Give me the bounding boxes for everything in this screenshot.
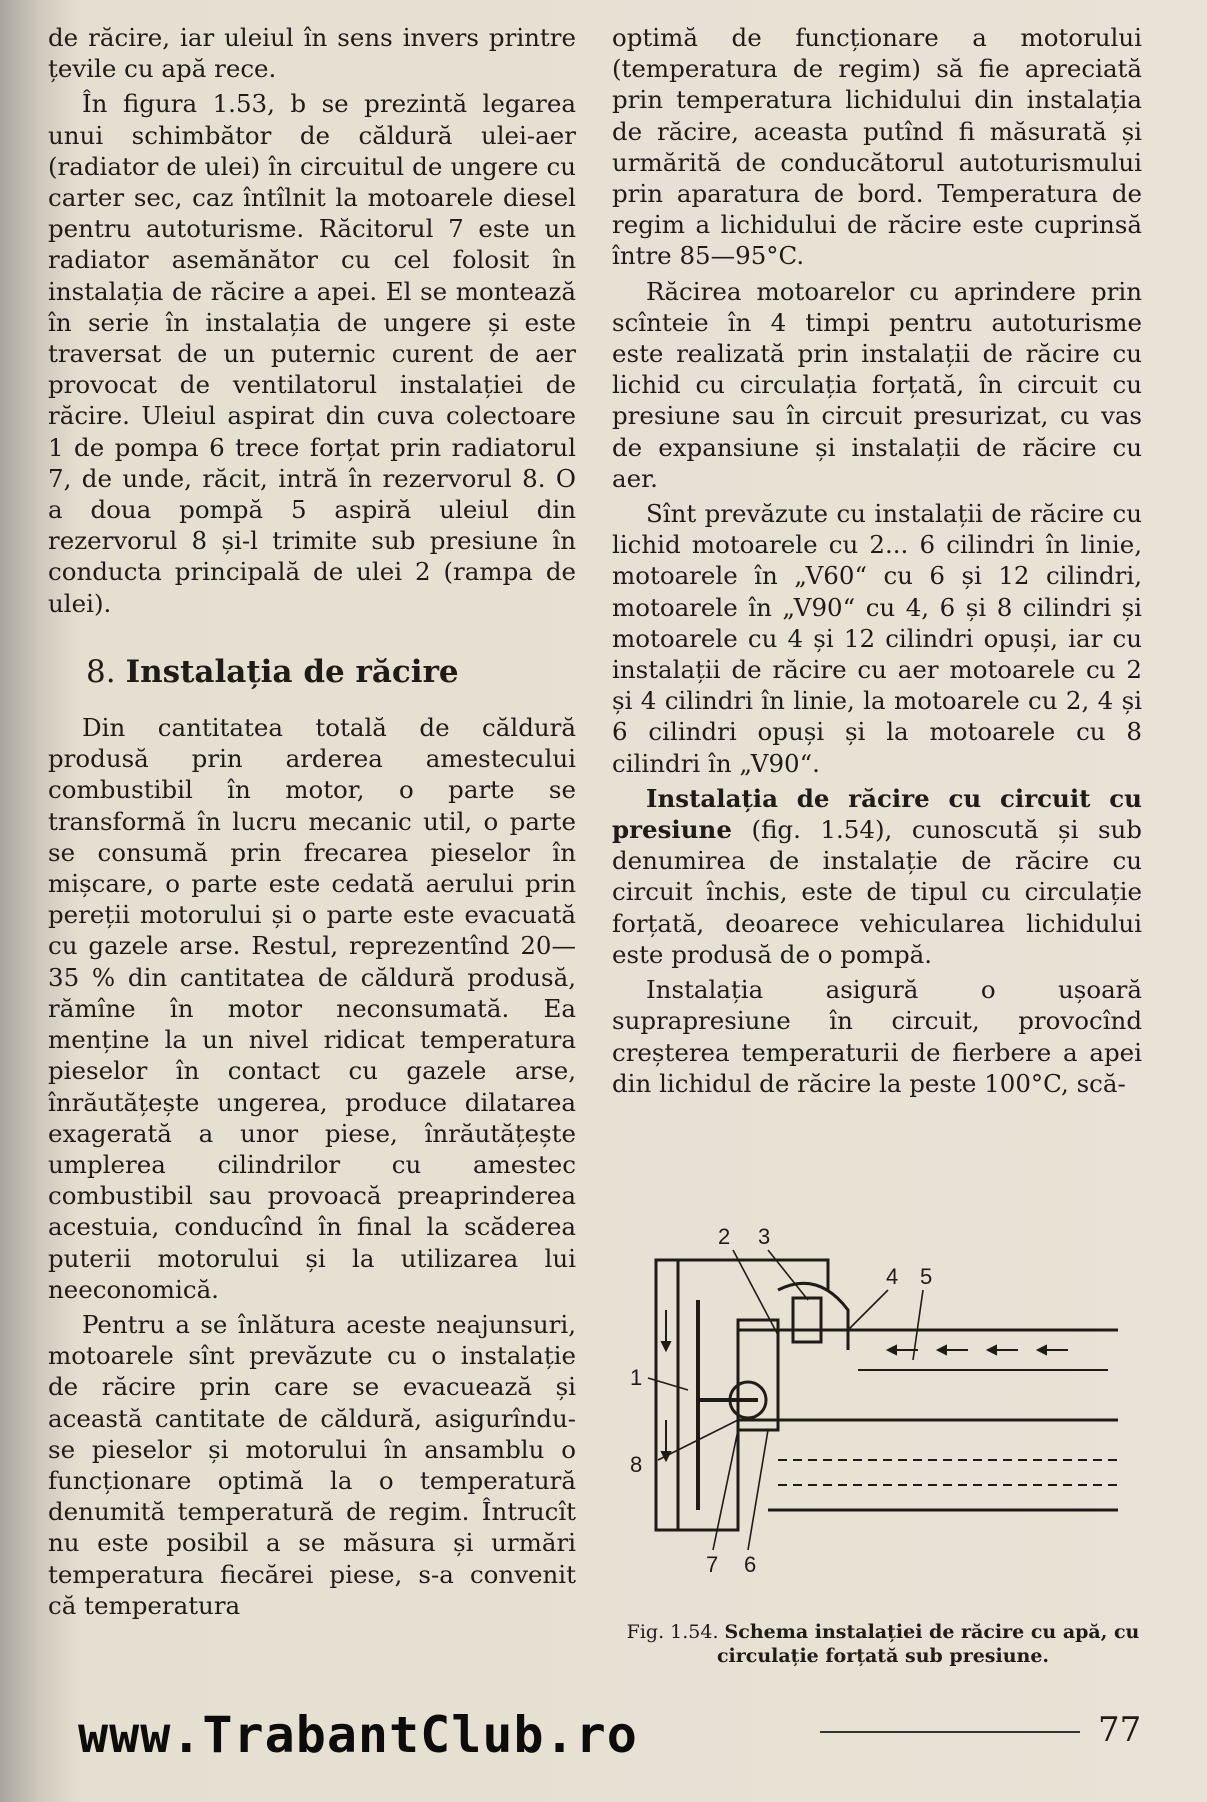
- label-3: 3: [758, 1224, 771, 1249]
- paragraph: optimă de funcționare a motorului (temperatura de regim) să fie apreciată prin temperatura lichidului din instalația de răcire, aceasta putînd fi măsurată și urmărită de conducătorul autoturismului prin aparatura de bord. Temperatura de regim a lichidului de răcire este cuprinsă între 85—95°C.: [612, 23, 1142, 271]
- thermostat-housing: [778, 1283, 848, 1350]
- paragraph: Instalația asigură o ușoară suprapresiune în circuit, provocînd creșterea temperaturii de fierbere a apei din lichidul de răcire la peste 100°C, scă-: [612, 975, 1142, 1098]
- label-7: 7: [706, 1552, 719, 1577]
- paragraph: Din cantitatea totală de căldură produsă prin arderea amestecului combustibil în motor, o parte se transformă în lucru mecanic util, o parte se consumă prin frecarea pieselor în mișcare, o parte este cedată aerului prin pereții motorului și o parte este evacuată cu gazele arse. Restul, reprezentînd 20—35 % din cantitatea de căldură produsă, rămîne în motor neconsumată. Ea menține la un nivel ridicat temperatura pieselor în contact cu gazele arse, înrăutățește ungerea, produce dilatarea exagerată a unor piese, înrăutățește umplerea cilindrilor cu amestec combustibil sau provoacă preaprinderea acestuia, conducînd în final la scăderea puterii motorului și la utilizarea lui neeconomică.: [48, 713, 576, 1304]
- paragraph: Sînt prevăzute cu instalații de răcire cu lichid motoarele cu 2... 6 cilindri în linie, motoarele în „V60“ cu 6 și 12 cilindri, motoarele în „V90“ cu 4, 6 și 8 cilindri și motoarele cu 4 și 12 cilindri opuși, iar cu instalații de răcire cu aer motoarele cu 2 și 4 cilindri în linie, la motoarele cu 2, 4 și 6 cilindri opuși și la motoarele cu 8 cilindri în „V90“.: [612, 499, 1142, 778]
- footer-rule: [820, 1731, 1080, 1733]
- figure-caption: [618, 1620, 1148, 1668]
- paragraph-text: (fig. 1.54), cunoscută și sub denumirea de instalație de răcire cu circuit închis, este de tipul cu circulație forțată, deoarece vehicularea lichidului este produsă de o pompă.: [612, 815, 1142, 969]
- label-8: 8: [630, 1452, 643, 1477]
- paragraph: de răcire, iar uleiul în sens invers printre țevile cu apă rece.: [48, 23, 576, 84]
- site-watermark: www.TrabantClub.ro: [78, 1706, 638, 1764]
- label-5: 5: [920, 1264, 933, 1289]
- section-title: Instalația de răcire: [125, 653, 459, 690]
- radiator-core: [656, 1260, 678, 1530]
- section-number: 8.: [86, 653, 116, 690]
- paragraph: Pentru a se înlătura aceste neajunsuri, motoarele sînt prevăzute cu o instalație de răcire prin care se evacuează și această cantitate de căldură, asigurîndu-se pieselor și motorului în ansamblu o funcționare optimă la o temperatură denumită temperatură de regim. Întrucît nu este posibil a se măsura și urmări temperatura fiecărei piese, s-a convenit că temperatura: [48, 1309, 576, 1620]
- engine-block-lines: [738, 1330, 1118, 1510]
- thermostat: [793, 1298, 821, 1342]
- run-in-heading: Instalația de răcire cu circuit cu presiune: [612, 783, 1142, 845]
- left-column: [48, 22, 576, 1621]
- figure-number: Fig. 1.54.: [626, 1621, 719, 1643]
- label-4: 4: [886, 1264, 899, 1289]
- right-column: [612, 22, 1142, 1099]
- label-1: 1: [630, 1365, 643, 1390]
- paragraph: În figura 1.53, b se prezintă legarea unui schimbător de căldură ulei-aer (radiator de ulei) în circuitul de ungere cu carter sec, caz întîlnit la motoarele diesel pentru autoturisme. Răcitorul 7 este un radiator asemănător cu cel folosit în instalația de răcire a apei. El se montează în serie în instalația de ungere și este traversat de un puternic curent de aer provocat de ventilatorul instalației de răcire. Uleiul aspirat din cuva colectoare 1 de pompa 6 trece forțat prin radiatorul 7, de unde, răcit, intră în rezervorul 8. O a doua pompă 5 aspiră uleiul din rezervorul 8 și-l trimite sub presiune în conducta principală de ulei 2 (rampa de ulei).: [48, 89, 576, 618]
- diagram-drawing: [618, 1220, 1138, 1580]
- paragraph: Răcirea motoarelor cu aprindere prin scînteie în 4 timpi pentru autoturisme este realizată prin instalații de răcire cu lichid cu circulația forțată, în circuit cu presiune sau în circuit presurizat, cu vas de expansiune și instalații de răcire cu aer.: [612, 276, 1142, 493]
- cooling-system-diagram: [618, 1220, 1138, 1580]
- paragraph: [612, 783, 1142, 970]
- section-heading: [86, 653, 576, 690]
- figure-title: Schema instalației de răcire cu apă, cu circulație forțată sub presiune.: [716, 1621, 1140, 1667]
- label-6: 6: [744, 1552, 757, 1577]
- page-number: 77: [1098, 1710, 1142, 1750]
- upper-hose: [678, 1260, 828, 1290]
- label-2: 2: [718, 1224, 731, 1249]
